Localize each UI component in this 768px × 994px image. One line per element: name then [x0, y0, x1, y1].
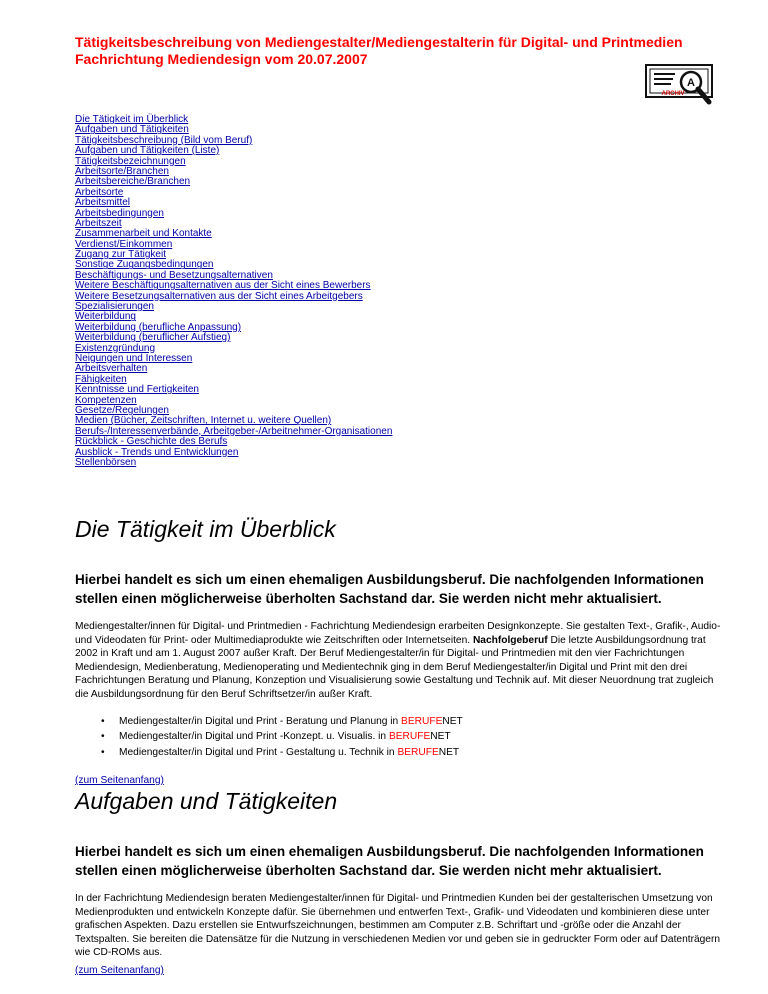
toc-link[interactable]: Weiterbildung	[75, 311, 136, 323]
berufenet-brand-black: NET	[438, 746, 460, 758]
notice-outdated: Hierbei handelt es sich um einen ehemaligen Ausbildungsberuf. Die nachfolgenden Informationen stellen einen möglicherweise überholten Sachstand dar. Sie werden nicht mehr aktualisiert.	[75, 572, 704, 606]
toc-link[interactable]: Rückblick - Geschichte des Berufs	[75, 436, 228, 448]
berufenet-link-text[interactable]: Mediengestalter/in Digital und Print - Beratung und Planung in	[119, 715, 399, 727]
toc-item	[75, 302, 715, 312]
overview-text-part-2: Die letzte Ausbildungsordnung trat 2002 in Kraft und am 1. August 2007 außer Kraft. Der Beruf Mediengestalter/in für Digital- und Printmedien mit den vier Fachrichtungen Mediendesign, Medienberatung, Medienoperating und Medientechnik ging in dem Beruf Mediengestalter/in Digital und Print mit den drei Fachrichtungen Beratung und Planung, Konzeption und Visualisierung sowie Gestaltung und Technik auf. Mit dieser Neuordnung trat zugleich die Ausbildungsordnung für den Beruf Schriftsetzer/in außer Kraft.	[75, 634, 714, 700]
toc-link[interactable]: Tätigkeitsbeschreibung (Bild vom Beruf)	[75, 134, 253, 146]
toc-link[interactable]: Stellenbörsen	[75, 456, 137, 468]
toc-link[interactable]: Spezialisierungen	[75, 301, 154, 313]
toc-link[interactable]: Arbeitsorte/Branchen	[75, 165, 169, 177]
toc-link[interactable]: Arbeitsbedingungen	[75, 207, 164, 219]
toc-link[interactable]: Arbeitszeit	[75, 217, 122, 229]
page-title	[75, 34, 735, 68]
bullet-icon: •	[101, 731, 105, 743]
toc-link[interactable]: Aufgaben und Tätigkeiten (Liste)	[75, 145, 220, 157]
overview-text-part-1: Mediengestalter/innen für Digital- und Printmedien - Fachrichtung Mediendesign erarbeiten Designkonzepte. Sie gestalten Text-, Grafik-, Audio- und Videodaten für Print- oder Multimediaprodukte wie Zeitschriften oder Internetseiten.	[75, 621, 721, 646]
notice-outdated: Hierbei handelt es sich um einen ehemaligen Ausbildungsberuf. Die nachfolgenden Informationen stellen einen möglicherweise überholten Sachstand dar. Sie werden nicht mehr aktualisiert.	[75, 844, 704, 878]
toc-link[interactable]: Kenntnisse und Fertigkeiten	[75, 384, 199, 396]
berufenet-links	[75, 714, 725, 761]
toc-link[interactable]: Beschäftigungs- und Besetzungsalternativen	[75, 269, 273, 281]
berufenet-link-item[interactable]	[75, 714, 725, 730]
table-of-contents	[75, 115, 715, 468]
section-heading-tasks: Aufgaben und Tätigkeiten	[75, 788, 338, 814]
toc-link[interactable]: Neigungen und Interessen	[75, 352, 193, 364]
bullet-icon: •	[101, 746, 105, 758]
toc-link[interactable]: Weitere Besetzungsalternativen aus der Sicht eines Arbeitgebers	[75, 290, 363, 302]
berufenet-brand-black: NET	[442, 715, 463, 727]
toc-link[interactable]: Zusammenarbeit und Kontakte	[75, 228, 212, 240]
toc-link[interactable]: Existenzgründung	[75, 342, 156, 354]
section-heading-overview: Die Tätigkeit im Überblick	[75, 516, 336, 542]
svg-text:A: A	[687, 77, 695, 89]
berufenet-link-text[interactable]: Mediengestalter/in Digital und Print - Gestaltung u. Technik in	[119, 746, 395, 758]
toc-link[interactable]: Zugang zur Tätigkeit	[75, 249, 166, 261]
toc-link[interactable]: Verdienst/Einkommen	[75, 238, 173, 250]
toc-link[interactable]: Tätigkeitsbezeichnungen	[75, 155, 186, 167]
toc-item	[75, 364, 715, 374]
toc-item	[75, 292, 715, 302]
tasks-text: In der Fachrichtung Mediendesign beraten Mediengestalter/innen für Digital- und Printmedien Kunden bei der gestalterischen Umsetzung von Medienprodukten und entwickeln Konzepte dafür. Sie übernehmen und entwerfen Text-, Grafik- und Videodaten und kombinieren diese unter grafischen Aspekten. Dazu erstellen sie Entwurfszeichnungen, bestimmen am Computer z.B. Schriftart und -größe oder die Anzahl der Textspalten. Sie bereiten die Datensätze für die Nutzung in verschiedenen Medien vor und geben sie in gedruckter Form oder auf Datenträgern wie CD-ROMs aus.	[75, 893, 721, 959]
berufenet-brand-red: BERUFE	[397, 746, 439, 758]
archive-logo	[645, 64, 735, 106]
toc-link[interactable]: Medien (Bücher, Zeitschriften, Internet u. weitere Quellen)	[75, 415, 332, 427]
toc-item	[75, 209, 715, 219]
toc-link[interactable]: Ausblick - Trends und Entwicklungen	[75, 446, 239, 458]
toc-link[interactable]: Berufs-/Interessenverbände, Arbeitgeber-/Arbeitnehmer-Organisationen	[75, 425, 393, 437]
toc-link[interactable]: Arbeitsmittel	[75, 197, 131, 209]
page-title-line-2: Fachrichtung Mediendesign vom 20.07.2007	[75, 51, 368, 67]
toc-link[interactable]: Aufgaben und Tätigkeiten	[75, 124, 189, 136]
berufenet-link-item[interactable]	[75, 729, 725, 745]
berufenet-link-item[interactable]	[75, 745, 725, 761]
toc-link[interactable]: Kompetenzen	[75, 394, 137, 406]
section-tasks	[75, 787, 725, 978]
toc-item	[75, 458, 715, 468]
toc-item	[75, 240, 715, 250]
berufenet-brand-red: BERUFE	[388, 731, 431, 743]
toc-link[interactable]: Arbeitsbereiche/Branchen	[75, 176, 191, 188]
toc-item	[75, 198, 715, 208]
toc-link[interactable]: Gesetze/Regelungen	[75, 404, 169, 416]
toc-item	[75, 448, 715, 458]
berufenet-brand-black: NET	[430, 731, 451, 743]
toc-item	[75, 188, 715, 198]
toc-item	[75, 333, 715, 343]
successor-label: Nachfolgeberuf	[472, 634, 548, 646]
overview-text	[75, 620, 725, 702]
toc-link[interactable]: Arbeitsorte	[75, 186, 124, 198]
toc-item	[75, 396, 715, 406]
back-to-top-link[interactable]: (zum Seitenanfang)	[75, 775, 164, 787]
section-overview	[75, 515, 725, 788]
back-to-top-link[interactable]: (zum Seitenanfang)	[75, 964, 164, 976]
toc-link[interactable]: Weitere Beschäftigungsalternativen aus der Sicht eines Bewerbers	[75, 280, 371, 292]
toc-item	[75, 177, 715, 187]
toc-link[interactable]: Weiterbildung (beruflicher Aufstieg)	[75, 332, 231, 344]
toc-item	[75, 157, 715, 167]
toc-item	[75, 385, 715, 395]
toc-link[interactable]: Fähigkeiten	[75, 373, 127, 385]
page-title-line-1: Tätigkeitsbeschreibung von Mediengestalter/Mediengestalterin für Digital- und Printmedien	[75, 34, 683, 50]
toc-link[interactable]: Weiterbildung (berufliche Anpassung)	[75, 321, 242, 333]
toc-link[interactable]: Sonstige Zugangsbedingungen	[75, 259, 214, 271]
bullet-icon: •	[101, 715, 105, 727]
toc-link[interactable]: Die Tätigkeit im Überblick	[75, 114, 189, 125]
berufenet-link-text[interactable]: Mediengestalter/in Digital und Print -Konzept. u. Visualis. in	[119, 731, 387, 743]
toc-link[interactable]: Arbeitsverhalten	[75, 363, 148, 375]
berufenet-brand-red: BERUFE	[401, 715, 443, 727]
toc-item	[75, 354, 715, 364]
archive-label: ARCHIV	[661, 91, 685, 97]
